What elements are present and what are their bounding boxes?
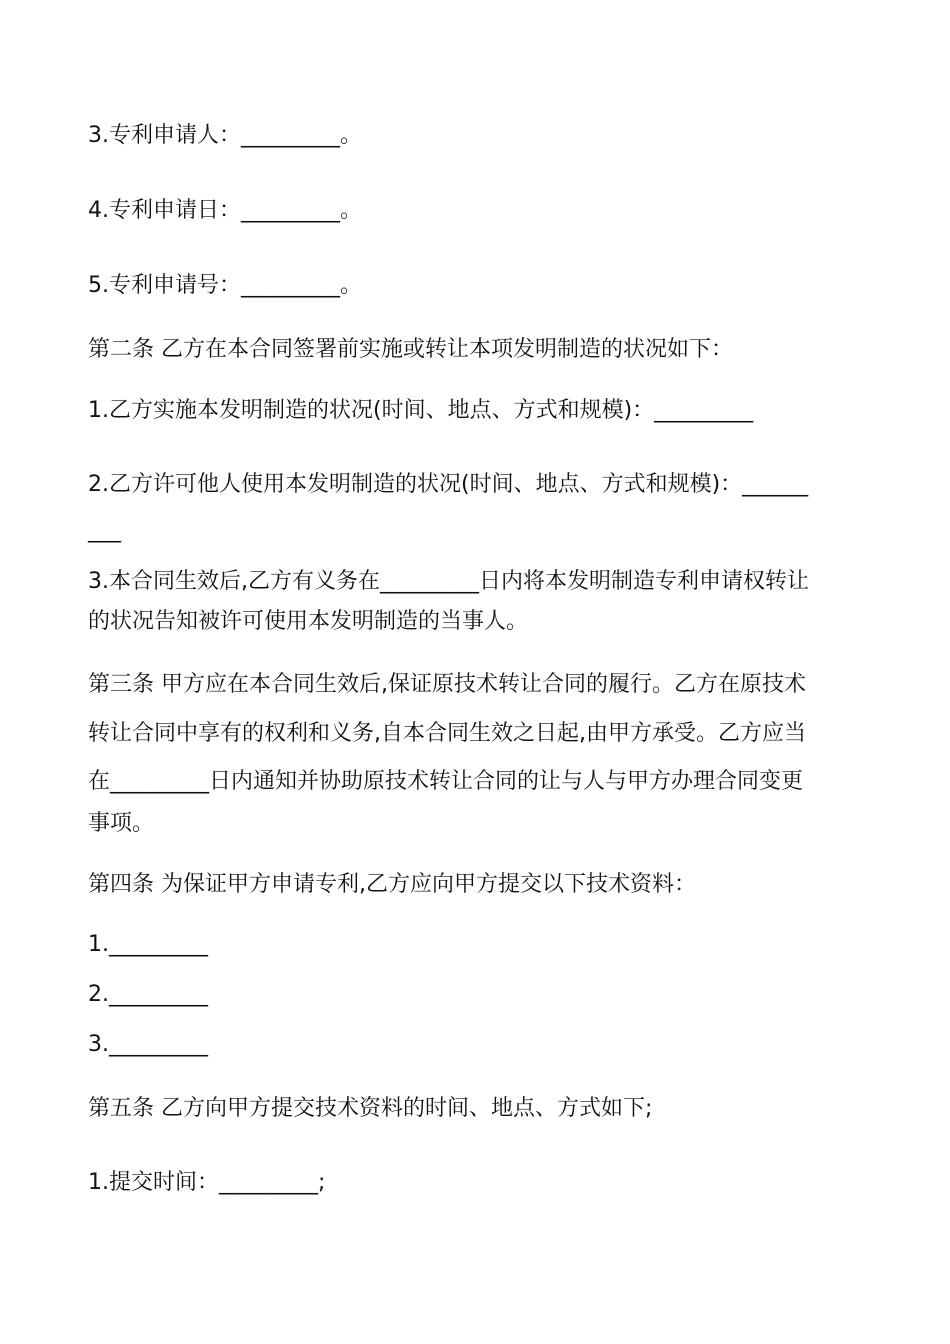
- patent-application-number-line: 5.专利申请号：_________。: [88, 273, 362, 298]
- article-2-item-1: 1.乙方实施本发明制造的状况(时间、地点、方式和规模)：_________: [88, 398, 754, 423]
- article-5-item-1: 1.提交时间：_________;: [88, 1170, 326, 1195]
- article-3-line-2: 转让合同中享有的权利和义务,自本合同生效之日起,由甲方承受。乙方应当: [88, 721, 806, 746]
- patent-application-date-line: 4.专利申请日：_________。: [88, 198, 362, 223]
- article-4-item-3: 3._________: [88, 1032, 208, 1057]
- article-2-heading: 第二条 乙方在本合同签署前实施或转让本项发明制造的状况如下：: [88, 337, 733, 362]
- article-3-line-1: 第三条 甲方应在本合同生效后,保证原技术转让合同的履行。乙方在原技术: [88, 672, 806, 697]
- article-5-heading: 第五条 乙方向甲方提交技术资料的时间、地点、方式如下;: [88, 1096, 653, 1121]
- article-2-item-3: 3.本合同生效后,乙方有义务在_________日内将本发明制造专利申请权转让: [88, 569, 809, 594]
- article-2-item-2: 2.乙方许可他人使用本发明制造的状况(时间、地点、方式和规模)：______: [88, 472, 809, 497]
- article-4-heading: 第四条 为保证甲方申请专利,乙方应向甲方提交以下技术资料：: [88, 872, 696, 897]
- article-3-line-4: 事项。: [88, 811, 155, 836]
- article-4-item-1: 1._________: [88, 932, 208, 957]
- article-4-item-2: 2._________: [88, 982, 208, 1007]
- article-3-line-3: 在_________日内通知并协助原技术转让合同的让与人与甲方办理合同变更: [88, 769, 804, 794]
- article-2-item-3-continuation: 的状况告知被许可使用本发明制造的当事人。: [88, 609, 529, 634]
- article-2-item-2-continuation: ___: [88, 518, 121, 543]
- patent-applicant-line: 3.专利申请人：_________。: [88, 123, 362, 148]
